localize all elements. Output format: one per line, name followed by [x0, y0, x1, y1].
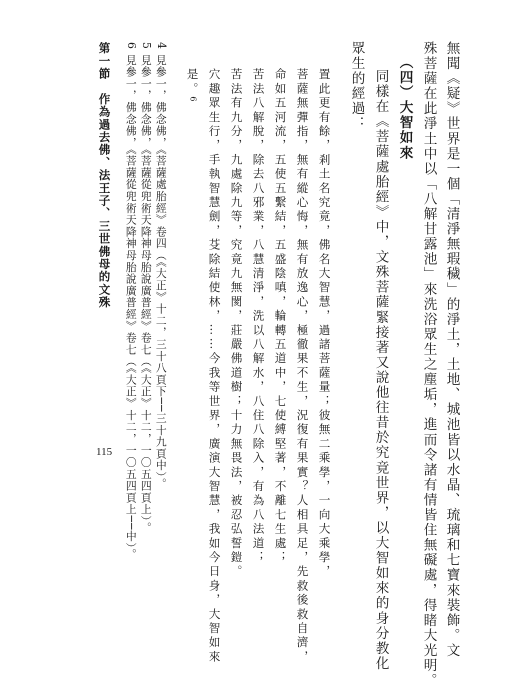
verse-final-text: 是。 [185, 68, 200, 97]
verse-line-4: 苦法八解脫，除去八邪業，八慧清淨，洗以八解水，八住八除入，有為八法道； [251, 68, 266, 565]
verse-line-6: 穴趣眾生行，手執智慧劍，芟除結使林，……今我等世界，廣演大智慧，我如今日身，大智如來 [207, 68, 222, 665]
body-line-2: 殊菩薩在此淨土中以「八解甘露池」來洗浴眾生之塵垢，進而令諸有情皆住無礙處，得睹大光明。 [420, 41, 437, 688]
page-number: 115 [96, 446, 113, 458]
verse-line-2: 菩薩無彈指，無有縱心悔，無有放逸心，極徹果不生，況復有果實？人相具足，先救後救自濟， [295, 68, 310, 665]
body-line-5: 眾生的經過： [348, 41, 365, 132]
footnote-mark: 6 [188, 96, 198, 105]
footnote-5: 5 見參一，佛念佛，《菩薩從兜術天降神母胎說廣普經》卷七（《大正》十二，一〇五四頁上）。 [139, 42, 153, 534]
footnote-4: 4 見參一，佛念佛，《菩薩處胎經》卷四（《大正》十二，三十八頁下──三十九頁中）。 [154, 42, 168, 490]
verse-line-3: 命如五河流，五使五繫結，五盛陰嗔，輪轉五道中，七使縛堅著，不離七生處； [273, 68, 288, 565]
section-heading: （四）大智如來 [396, 55, 413, 161]
body-line-4: 同樣在《菩薩處胎經》中，文殊菩薩緊接著又說他往昔於究竟世界，以大智如來的身分教化 [372, 69, 389, 671]
footnote-6: 6 見參一，佛念佛，《菩薩從兜術天降神母胎說廣普經》卷七（《大正》十二，一〇五四頁上──中）。 [124, 42, 138, 561]
body-line-1: 無聞《疑》世界是一個「清淨無瑕穢」的淨土，土地、城池皆以水晶、琉璃和七寶來裝飾。文 [443, 41, 460, 659]
verse-line-7 [186, 68, 198, 104]
running-head: 第一節 作為過去佛、法王子、三世佛母的文殊 [97, 42, 112, 309]
verse-line-1: 置此更有餘，剎土名究竟，佛名大智慧，過諸菩薩量；彼無二乘學，一向大乘學， [317, 68, 332, 580]
verse-line-5: 苦法有九分，九處除九等，究竟九無閡，莊嚴佛道樹；十力無畏法，被忍弘誓鎧。 [229, 68, 244, 580]
